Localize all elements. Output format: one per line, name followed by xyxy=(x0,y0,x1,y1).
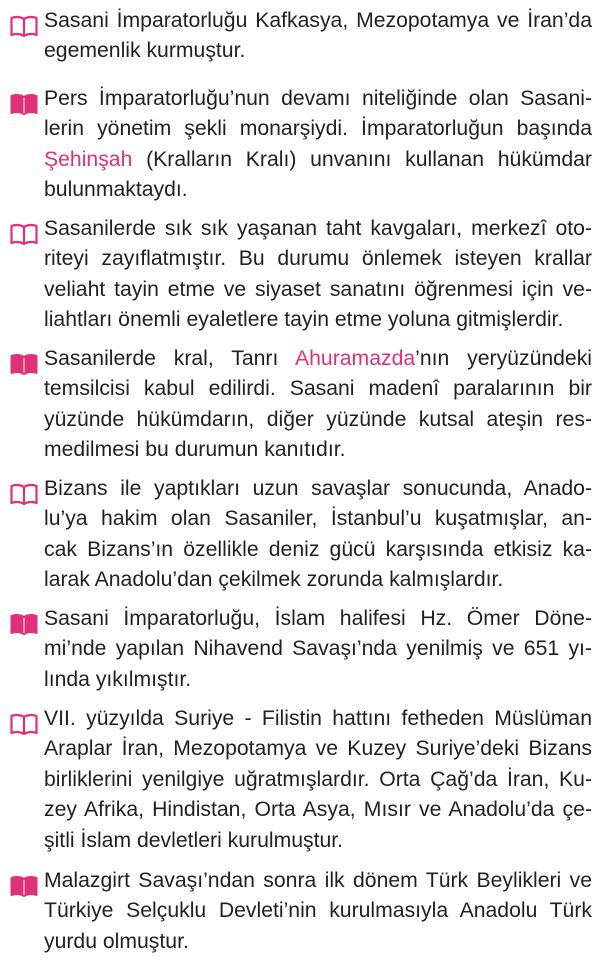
open-book-outline-icon xyxy=(9,222,39,246)
open-book-outline-icon xyxy=(9,712,39,736)
text-line: Malazgirt Savaşı’ndan sonra ilk dönem Türk Beylikleri ve xyxy=(44,869,592,892)
text-line: medilmesi bu durumun kanıtıdır. xyxy=(44,438,346,462)
paragraph-text xyxy=(44,704,592,856)
text-line: cak Bizans’ın özellikle deniz gücü karşısında etkisiz ka- xyxy=(44,537,592,561)
paragraph-text xyxy=(44,474,592,596)
text-line xyxy=(44,344,592,374)
text-line: liahtları önemli eyaletlere tayin etme yoluna gitmişlerdir. xyxy=(44,308,564,332)
highlighted-term: Ahuramazda xyxy=(295,347,416,370)
text-line xyxy=(44,145,592,175)
text-line: riteyi zayıflatmıştır. Bu durumu önlemek isteyen krallar xyxy=(44,247,592,271)
text-line: şitli İslam devletleri kurulmuştur. xyxy=(44,828,344,852)
open-book-filled-icon xyxy=(9,352,39,376)
open-book-filled-icon xyxy=(9,92,39,116)
text-line: lu’ya hakim olan Sasaniler, İstanbul’u kuşatmışlar, an- xyxy=(44,507,592,531)
paragraph-text xyxy=(44,344,592,466)
text-line: veliaht tayin etme ve siyaset sanatını öğrenmesi için ve- xyxy=(44,277,592,301)
text-segment: ’nın yeryüzündeki xyxy=(415,347,592,370)
paragraph-text xyxy=(44,84,592,206)
text-line: Sasanilerde sık sık yaşanan taht kavgaları, merkezî oto- xyxy=(44,217,592,240)
text-line: Türkiye Selçuklu Devleti’nin kurulmasıyla Anadolu Türk xyxy=(44,899,592,923)
paragraph-text xyxy=(44,214,592,336)
open-book-filled-icon xyxy=(9,874,39,898)
text-line: VII. yüzyılda Suriye - Filistin hattını fetheden Müslüman xyxy=(44,707,592,730)
text-line: larak Anadolu’dan çekilmek zorunda kalmışlardır. xyxy=(44,568,504,592)
text-line: yüzünde hükümdarın, diğer yüzünde kutsal ateşin res- xyxy=(44,407,592,431)
text-line: zey Afrika, Hindistan, Orta Asya, Mısır ve Anadolu’da çe- xyxy=(44,798,592,822)
text-line: yurdu olmuştur. xyxy=(44,929,189,953)
paragraph-text xyxy=(44,604,592,695)
text-line: Araplar İran, Mezopotamya ve Kuzey Suriye’deki Bizans xyxy=(44,737,592,761)
text-line: bulunmaktaydı. xyxy=(44,178,188,202)
open-book-outline-icon xyxy=(9,482,39,506)
highlighted-term: Şehinşah xyxy=(44,147,133,171)
text-line: Sasani İmparatorluğu, İslam halifesi Hz. Ömer Döne- xyxy=(44,607,592,630)
text-segment: Sasanilerde kral, Tanrı xyxy=(44,347,296,370)
text-line: Sasani İmparatorluğu Kafkasya, Mezopotamya ve İran’da xyxy=(44,9,592,32)
text-line: lında yıkılmıştır. xyxy=(44,667,192,691)
paragraph-text xyxy=(44,6,592,67)
paragraph-text xyxy=(44,866,592,957)
text-segment: (Kralların Kralı) unvanını kullanan hükümdar xyxy=(132,147,592,171)
text-line: Bizans ile yaptıkları uzun savaşlar sonucunda, Anado- xyxy=(44,477,592,500)
text-line: temsilcisi kabul edilirdi. Sasani madenî paralarının bir xyxy=(44,377,592,401)
text-line: egemenlik kurmuştur. xyxy=(44,39,246,63)
text-line: mi’nde yapılan Nihavend Savaşı’nda yenilmiş ve 651 yı- xyxy=(44,637,592,661)
open-book-outline-icon xyxy=(9,14,39,38)
open-book-filled-icon xyxy=(9,612,39,636)
text-line: birliklerini yenilgiye uğratmışlardır. Orta Çağ’da İran, Ku- xyxy=(44,767,592,791)
text-line: lerin yönetim şekli monarşiydi. İmparatorluğun başında xyxy=(44,117,592,141)
text-line: Pers İmparatorluğu’nun devamı niteliğinde olan Sasani- xyxy=(44,87,592,110)
